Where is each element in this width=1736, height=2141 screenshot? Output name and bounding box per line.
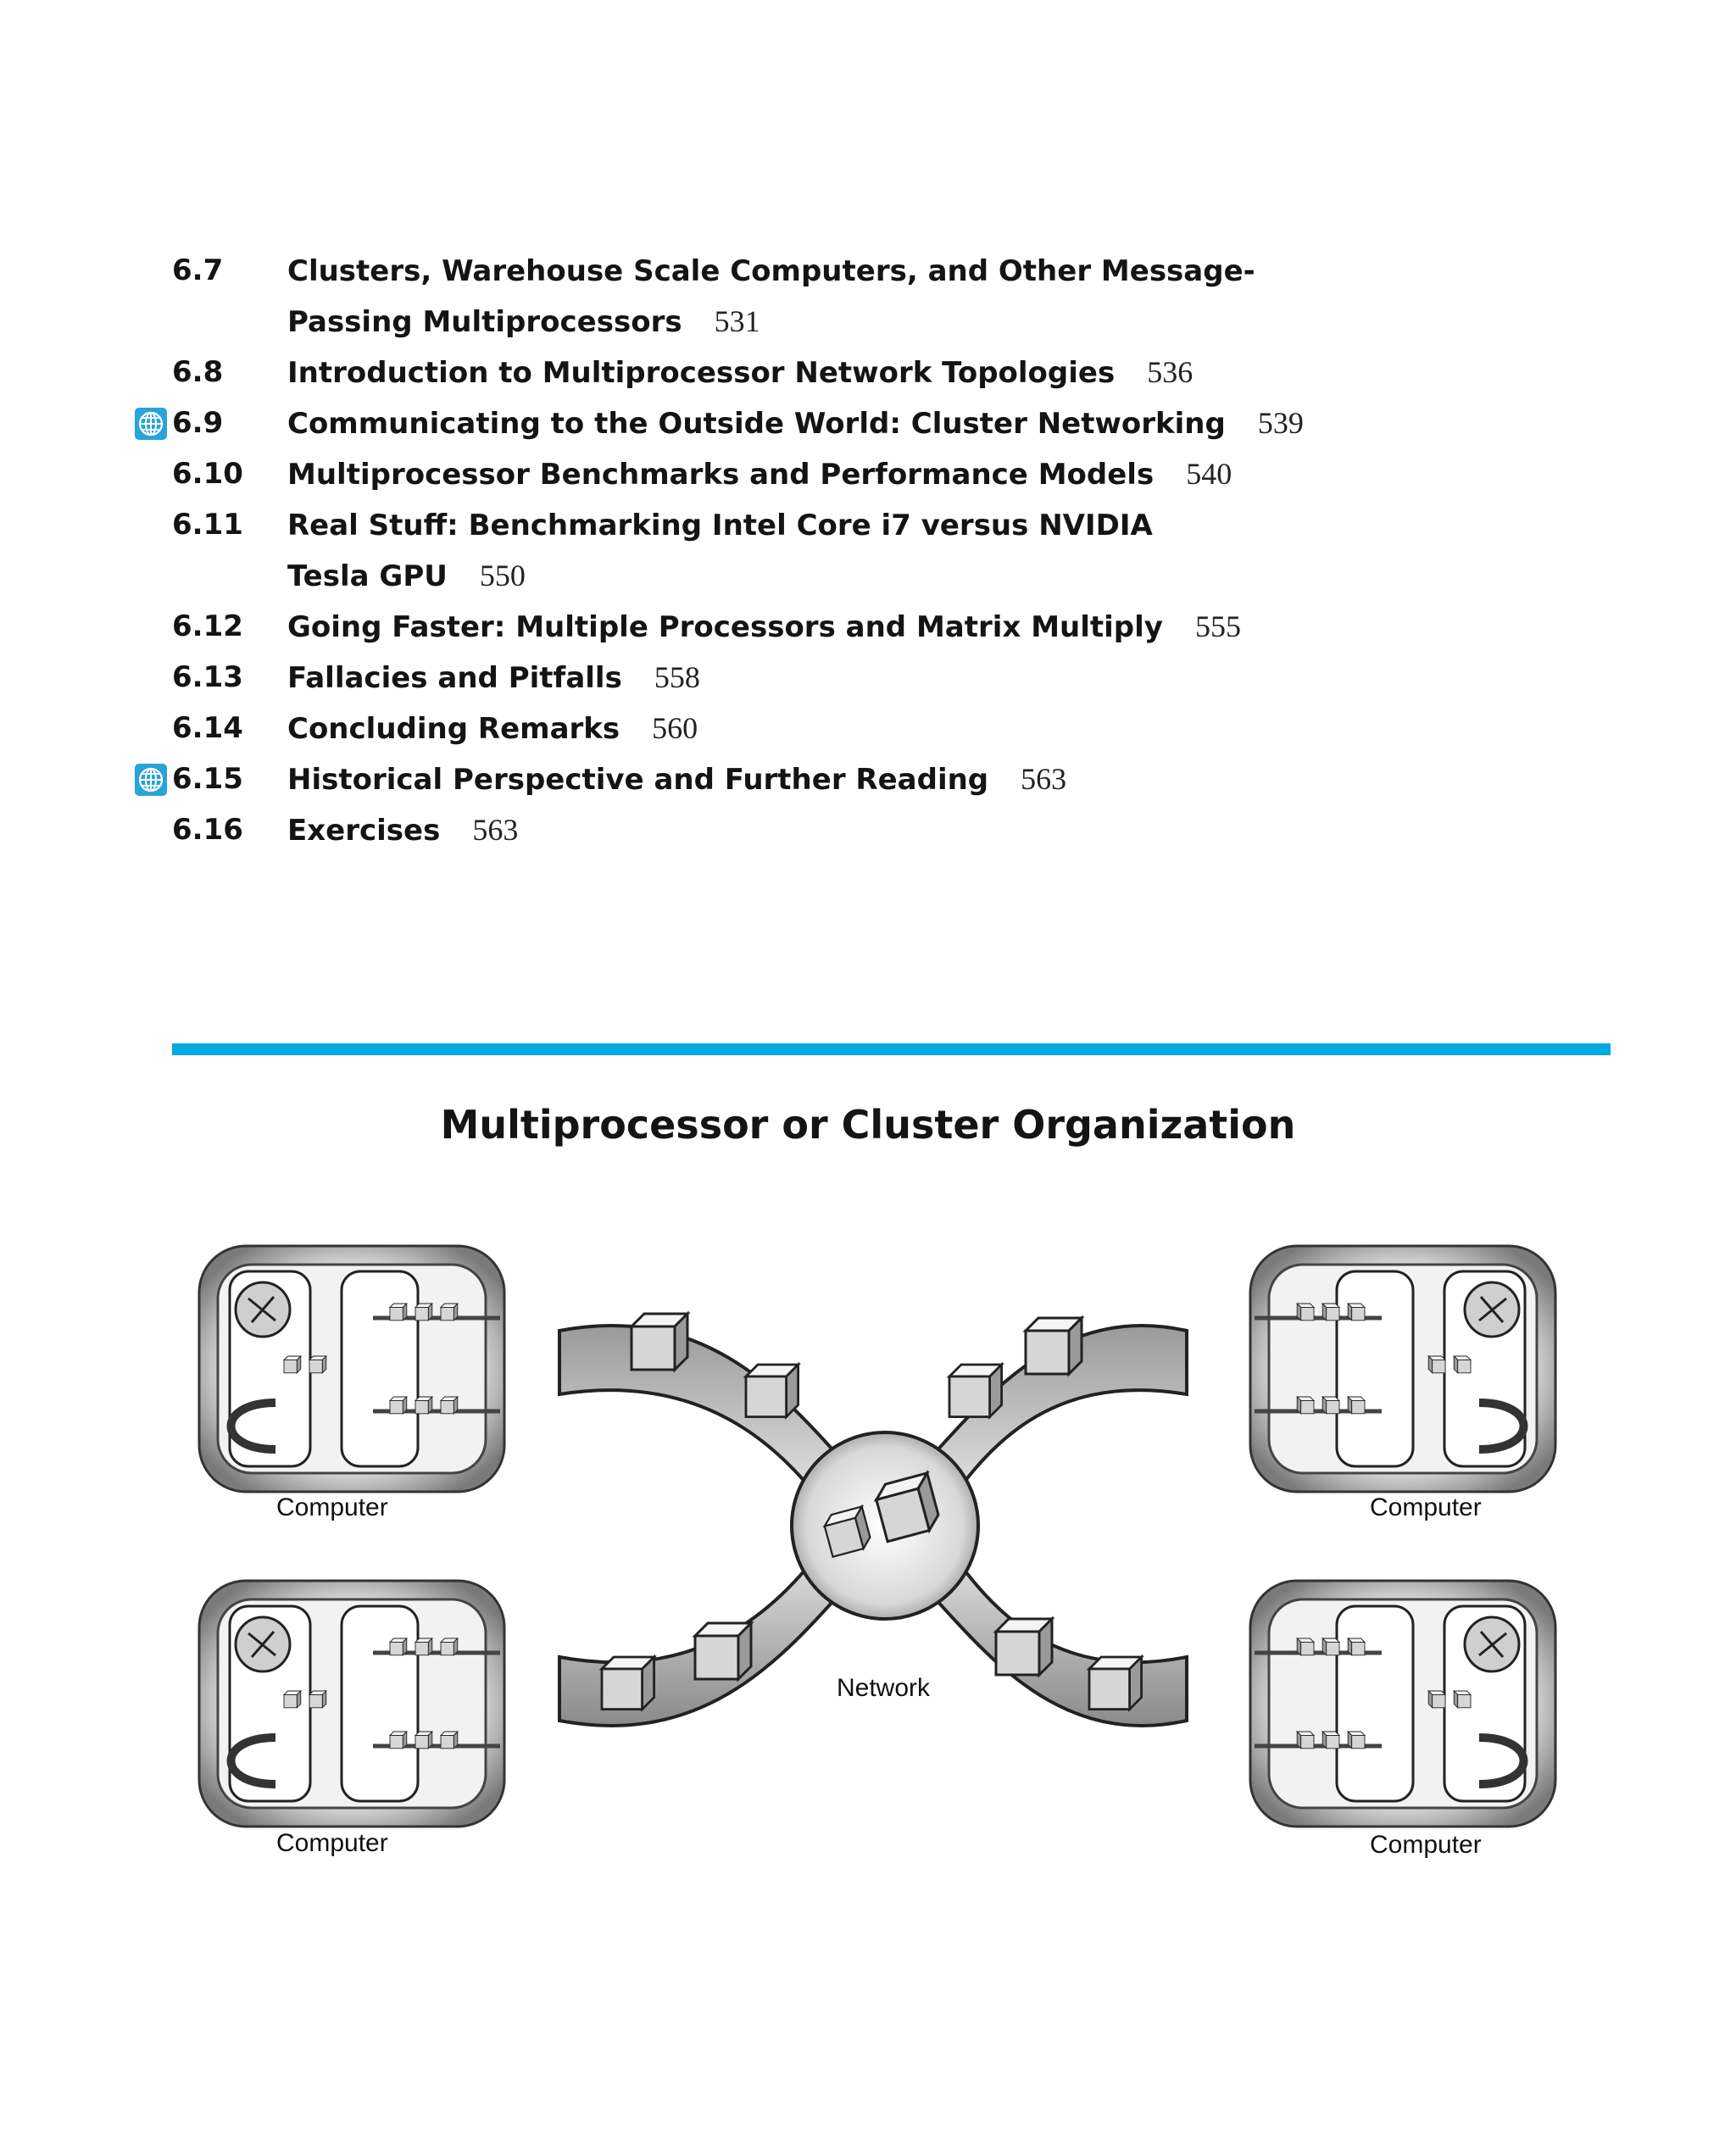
page-number: 560 bbox=[652, 711, 698, 745]
section-number: 6.13 bbox=[172, 660, 243, 694]
section-title: Clusters, Warehouse Scale Computers, and Other Message- bbox=[287, 254, 1255, 288]
cluster-figure bbox=[0, 1187, 1736, 1949]
computer-bottom-right bbox=[1250, 1581, 1555, 1827]
page-number: 558 bbox=[654, 660, 700, 694]
page-number: 563 bbox=[472, 813, 519, 847]
globe-icon bbox=[135, 764, 167, 796]
section-title: Going Faster: Multiple Processors and Matrix Multiply 555 bbox=[287, 609, 1241, 644]
computer-top-left bbox=[199, 1246, 504, 1492]
section-title: Concluding Remarks 560 bbox=[287, 711, 698, 746]
section-divider bbox=[172, 1043, 1611, 1055]
page-number: 531 bbox=[714, 304, 760, 338]
globe-icon bbox=[135, 408, 167, 440]
section-number: 6.11 bbox=[172, 508, 243, 542]
page-number: 555 bbox=[1194, 609, 1241, 643]
section-title: Tesla GPU 550 bbox=[287, 559, 526, 593]
section-number: 6.10 bbox=[172, 457, 243, 491]
section-number: 6.15 bbox=[172, 762, 243, 796]
page-number: 540 bbox=[1186, 457, 1232, 491]
page-number: 536 bbox=[1147, 355, 1194, 389]
figure-title: Multiprocessor or Cluster Organization bbox=[440, 1102, 1296, 1148]
section-number: 6.9 bbox=[172, 406, 224, 440]
section-title: Real Stuff: Benchmarking Intel Core i7 versus NVIDIA bbox=[287, 509, 1153, 542]
page-number: 550 bbox=[479, 559, 526, 592]
section-title: Exercises 563 bbox=[287, 813, 519, 848]
section-number: 6.16 bbox=[172, 813, 243, 847]
network-label: Network bbox=[837, 1674, 931, 1702]
page-number: 539 bbox=[1257, 406, 1304, 440]
section-number: 6.14 bbox=[172, 711, 243, 745]
section-title: Introduction to Multiprocessor Network Topologies 536 bbox=[287, 355, 1194, 390]
page-number: 563 bbox=[1021, 762, 1067, 796]
section-title: Historical Perspective and Further Reading 563 bbox=[287, 762, 1067, 797]
section-number: 6.12 bbox=[172, 609, 243, 643]
section-title: Communicating to the Outside World: Cluster Networking 539 bbox=[287, 406, 1304, 441]
computer-label: Computer bbox=[276, 1493, 388, 1521]
computer-label: Computer bbox=[1370, 1831, 1482, 1859]
section-title: Multiprocessor Benchmarks and Performance Models 540 bbox=[287, 457, 1232, 492]
section-title: Fallacies and Pitfalls 558 bbox=[287, 660, 700, 695]
section-title: Passing Multiprocessors 531 bbox=[287, 304, 760, 339]
computer-bottom-left bbox=[199, 1581, 504, 1827]
computer-top-right bbox=[1250, 1246, 1555, 1492]
computer-label: Computer bbox=[276, 1829, 388, 1857]
section-number: 6.8 bbox=[172, 355, 224, 389]
section-number: 6.7 bbox=[172, 253, 224, 287]
computer-label: Computer bbox=[1370, 1493, 1482, 1521]
